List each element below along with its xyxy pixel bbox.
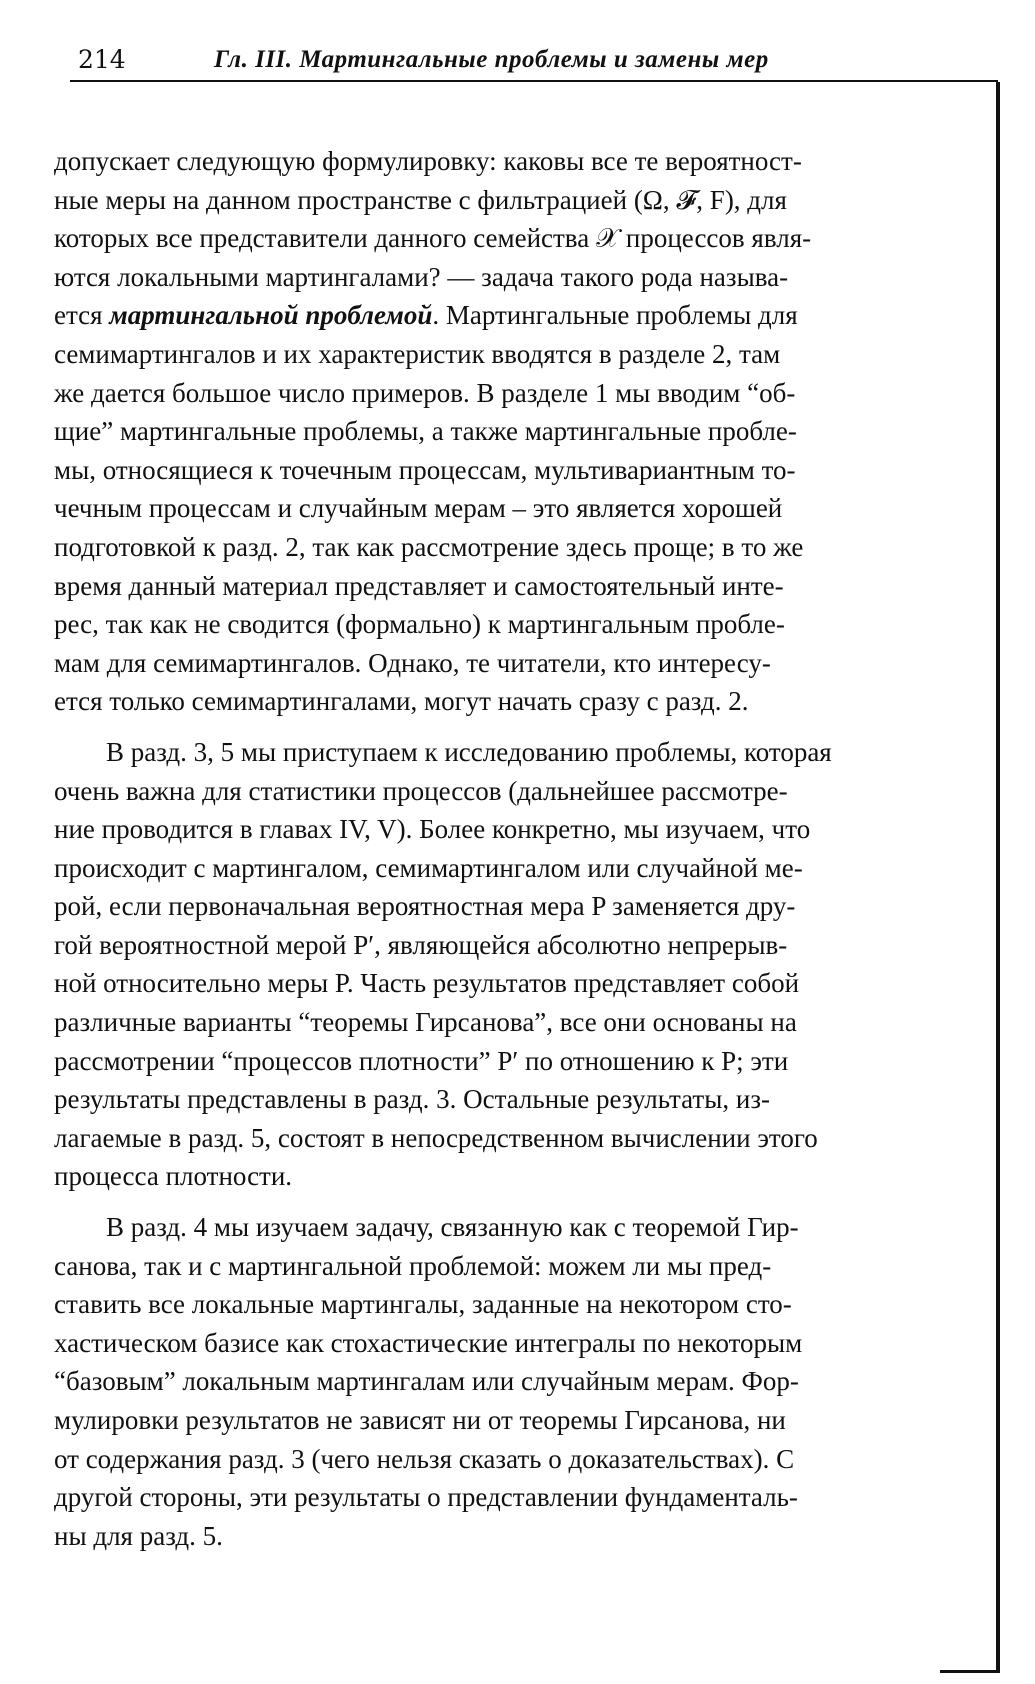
paragraph-1 <box>54 142 998 721</box>
emphasized-term: мартингальной проблемой <box>109 300 433 331</box>
paragraph-1-text-start: допускает следующую формулировку: каковы все те вероятност- ные меры на данном пространстве с фильтрацией (Ω, 𝓕, F), для которых все представители данного семейства 𝒳 процессов явля- ются локальными мартингалами? — задача такого рода называ- ется <box>54 146 812 331</box>
body-text <box>54 142 998 1555</box>
chapter-title: Гл. III. Мартингальные проблемы и замены мер <box>214 46 769 73</box>
paragraph-2: В разд. 3, 5 мы приступаем к исследованию проблемы, которая очень важна для статистики процессов (дальнейшее рассмотре- ние проводится в главах IV, V). Более конкретно, мы изучаем, что происходит с мартингалом, семимартингалом или случайной ме- рой, если первоначальная вероятностная мера P заменяется дру- гой вероятностной мерой P′, являющейся абсолютно непрерыв- ной относительно меры P. Часть результатов представляет собой различные варианты “теоремы Гирсанова”, все они основаны на рассмотрении “процессов плотности” P′ по отношению к P; эти результаты представлены в разд. 3. Остальные результаты, из- лагаемые в разд. 5, состоят в непосредственном вычислении этого процесса плотности. <box>54 736 832 1192</box>
header-rule <box>70 80 998 82</box>
paragraph-1-text-end: . Мартингальные проблемы для семимартингалов и их характеристик вводятся в разделе 2, там же дается большое число примеров. В разделе 1 мы вводим “об- щие” мартингальные проблемы, а также мартингальные пробле- мы, относящиеся к точечным процессам, мультивариантным то- чечным процессам и случайным мерам – это является хорошей подготовкой к разд. 2, так как рассмотрение здесь проще; в то же время данный материал представляет и самостоятельный инте- рес, так как не сводится (формально) к мартингальным пробле- мам для семимартингалов. Однако, те читатели, кто интересу- ется только семимартингалами, могут начать сразу с разд. 2. <box>54 300 804 717</box>
page-number: 214 <box>78 45 126 74</box>
bottom-corner-rule <box>940 1670 1000 1673</box>
paragraph-3: В разд. 4 мы изучаем задачу, связанную как с теоремой Гир- санова, так и с мартингальной проблемой: можем ли мы пред- ставить все локальные мартингалы, заданные на некотором сто- хастическом базисе как стохастические интегралы по некоторым “базовым” локальным мартингалам или случайным мерам. Фор- мулировки результатов не зависят ни от теоремы Гирсанова, ни от содержания разд. 3 (чего нельзя сказать о доказательствах). С другой стороны, эти результаты о представлении фундаменталь- ны для разд. 5. <box>54 1212 803 1551</box>
running-head <box>78 40 998 80</box>
